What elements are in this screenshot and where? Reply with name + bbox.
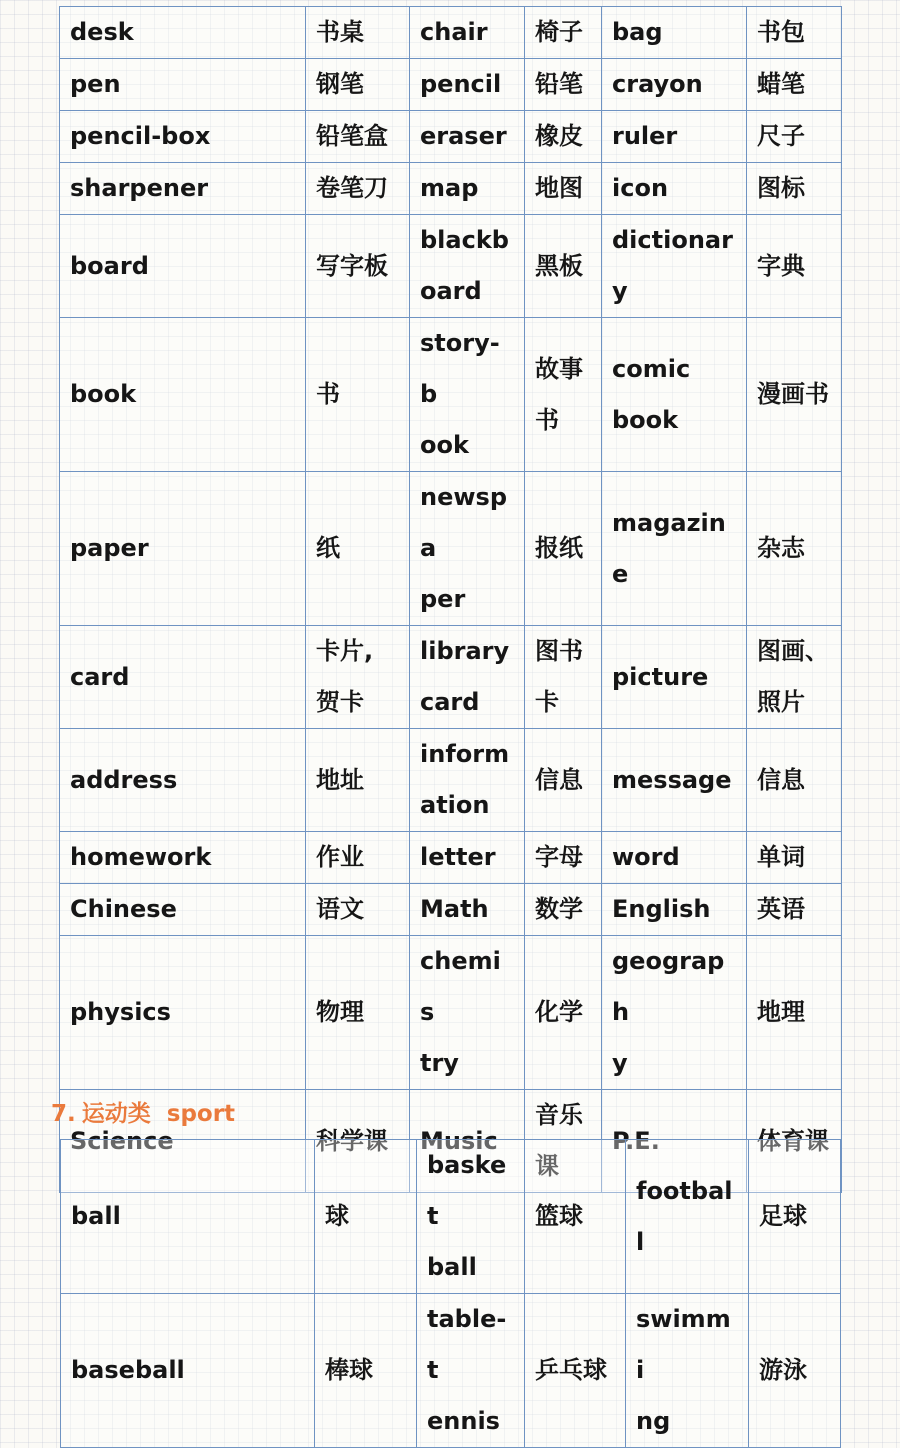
chinese-meaning: 字典 — [747, 215, 842, 318]
english-word: map — [410, 163, 525, 215]
table-row — [61, 1294, 841, 1448]
table-row — [60, 832, 842, 884]
chinese-meaning: 乒乓球 — [525, 1294, 626, 1448]
english-word: newspa per — [410, 472, 525, 626]
chinese-meaning: 足球 — [749, 1140, 841, 1294]
table-row — [61, 1140, 841, 1294]
chinese-meaning: 橡皮 — [525, 111, 602, 163]
english-word: Science — [60, 1090, 306, 1193]
english-word: football — [626, 1140, 749, 1294]
chinese-meaning: 书包 — [747, 7, 842, 59]
english-word: paper — [60, 472, 306, 626]
english-word: board — [60, 215, 306, 318]
section-number: 7. — [51, 1101, 76, 1127]
school-vocabulary-table — [59, 6, 842, 1193]
english-word: Music — [410, 1090, 525, 1193]
chinese-meaning: 椅子 — [525, 7, 602, 59]
chinese-meaning: 地址 — [306, 729, 410, 832]
table-row — [60, 884, 842, 936]
english-word: Math — [410, 884, 525, 936]
english-word: magazine — [602, 472, 747, 626]
chinese-meaning: 游泳 — [749, 1294, 841, 1448]
english-word: physics — [60, 936, 306, 1090]
english-word: ball — [61, 1140, 315, 1294]
table-row — [60, 59, 842, 111]
chinese-meaning: 信息 — [747, 729, 842, 832]
english-word: icon — [602, 163, 747, 215]
chinese-meaning: 杂志 — [747, 472, 842, 626]
english-word: pen — [60, 59, 306, 111]
chinese-meaning: 字母 — [525, 832, 602, 884]
table-row — [60, 318, 842, 472]
chinese-meaning: 地图 — [525, 163, 602, 215]
chinese-meaning: 漫画书 — [747, 318, 842, 472]
chinese-meaning: 蜡笔 — [747, 59, 842, 111]
chinese-meaning: 故事 书 — [525, 318, 602, 472]
english-word: chair — [410, 7, 525, 59]
chinese-meaning: 图画、 照片 — [747, 626, 842, 729]
english-word: comic book — [602, 318, 747, 472]
english-word: chemis try — [410, 936, 525, 1090]
english-word: blackb oard — [410, 215, 525, 318]
table-row — [60, 215, 842, 318]
table-row — [60, 7, 842, 59]
chinese-meaning: 篮球 — [525, 1140, 626, 1294]
chinese-meaning: 数学 — [525, 884, 602, 936]
chinese-meaning: 物理 — [306, 936, 410, 1090]
chinese-meaning: 图书 卡 — [525, 626, 602, 729]
chinese-meaning: 铅笔盒 — [306, 111, 410, 163]
english-word: English — [602, 884, 747, 936]
section-title-english: sport — [166, 1101, 236, 1127]
chinese-meaning: 铅笔 — [525, 59, 602, 111]
english-word: desk — [60, 7, 306, 59]
chinese-meaning: 棒球 — [315, 1294, 417, 1448]
english-word: dictionar y — [602, 215, 747, 318]
english-word: sharpener — [60, 163, 306, 215]
english-word: word — [602, 832, 747, 884]
english-word: book — [60, 318, 306, 472]
table-row — [60, 163, 842, 215]
english-word: pencil — [410, 59, 525, 111]
chinese-meaning: 卷笔刀 — [306, 163, 410, 215]
table-row — [60, 729, 842, 832]
english-word: bag — [602, 7, 747, 59]
sport-vocabulary-table — [60, 1139, 841, 1448]
chinese-meaning: 地理 — [747, 936, 842, 1090]
chinese-meaning: 英语 — [747, 884, 842, 936]
english-word: table-t ennis — [417, 1294, 525, 1448]
chinese-meaning: 作业 — [306, 832, 410, 884]
english-word: message — [602, 729, 747, 832]
english-word: baseball — [61, 1294, 315, 1448]
chinese-meaning: 写字板 — [306, 215, 410, 318]
english-word: homework — [60, 832, 306, 884]
english-word: basket ball — [417, 1140, 525, 1294]
sport-vocabulary-rows — [61, 1140, 841, 1448]
chinese-meaning: 音乐 课 — [525, 1090, 602, 1193]
english-word: card — [60, 626, 306, 729]
chinese-meaning: 科学课 — [306, 1090, 410, 1193]
english-word: library card — [410, 626, 525, 729]
chinese-meaning: 图标 — [747, 163, 842, 215]
chinese-meaning: 书 — [306, 318, 410, 472]
english-word: letter — [410, 832, 525, 884]
english-word: address — [60, 729, 306, 832]
english-word: eraser — [410, 111, 525, 163]
english-word: story-b ook — [410, 318, 525, 472]
english-word: crayon — [602, 59, 747, 111]
english-word: geograph y — [602, 936, 747, 1090]
chinese-meaning: 尺子 — [747, 111, 842, 163]
english-word: pencil-box — [60, 111, 306, 163]
english-word: inform ation — [410, 729, 525, 832]
english-word: picture — [602, 626, 747, 729]
section-title-chinese: 运动类 — [81, 1101, 151, 1127]
section-heading-sport — [51, 1094, 235, 1134]
english-word: swimmi ng — [626, 1294, 749, 1448]
school-vocabulary-rows — [60, 7, 842, 1193]
chinese-meaning: 信息 — [525, 729, 602, 832]
chinese-meaning: 卡片, 贺卡 — [306, 626, 410, 729]
chinese-meaning: 书桌 — [306, 7, 410, 59]
table-row — [60, 626, 842, 729]
chinese-meaning: 纸 — [306, 472, 410, 626]
chinese-meaning: 球 — [315, 1140, 417, 1294]
table-row — [60, 936, 842, 1090]
chinese-meaning: 钢笔 — [306, 59, 410, 111]
english-word: P.E. — [602, 1090, 747, 1193]
chinese-meaning: 化学 — [525, 936, 602, 1090]
table-row — [60, 111, 842, 163]
chinese-meaning: 报纸 — [525, 472, 602, 626]
english-word: ruler — [602, 111, 747, 163]
chinese-meaning: 体育课 — [747, 1090, 842, 1193]
chinese-meaning: 单词 — [747, 832, 842, 884]
chinese-meaning: 语文 — [306, 884, 410, 936]
chinese-meaning: 黑板 — [525, 215, 602, 318]
english-word: Chinese — [60, 884, 306, 936]
table-row — [60, 472, 842, 626]
